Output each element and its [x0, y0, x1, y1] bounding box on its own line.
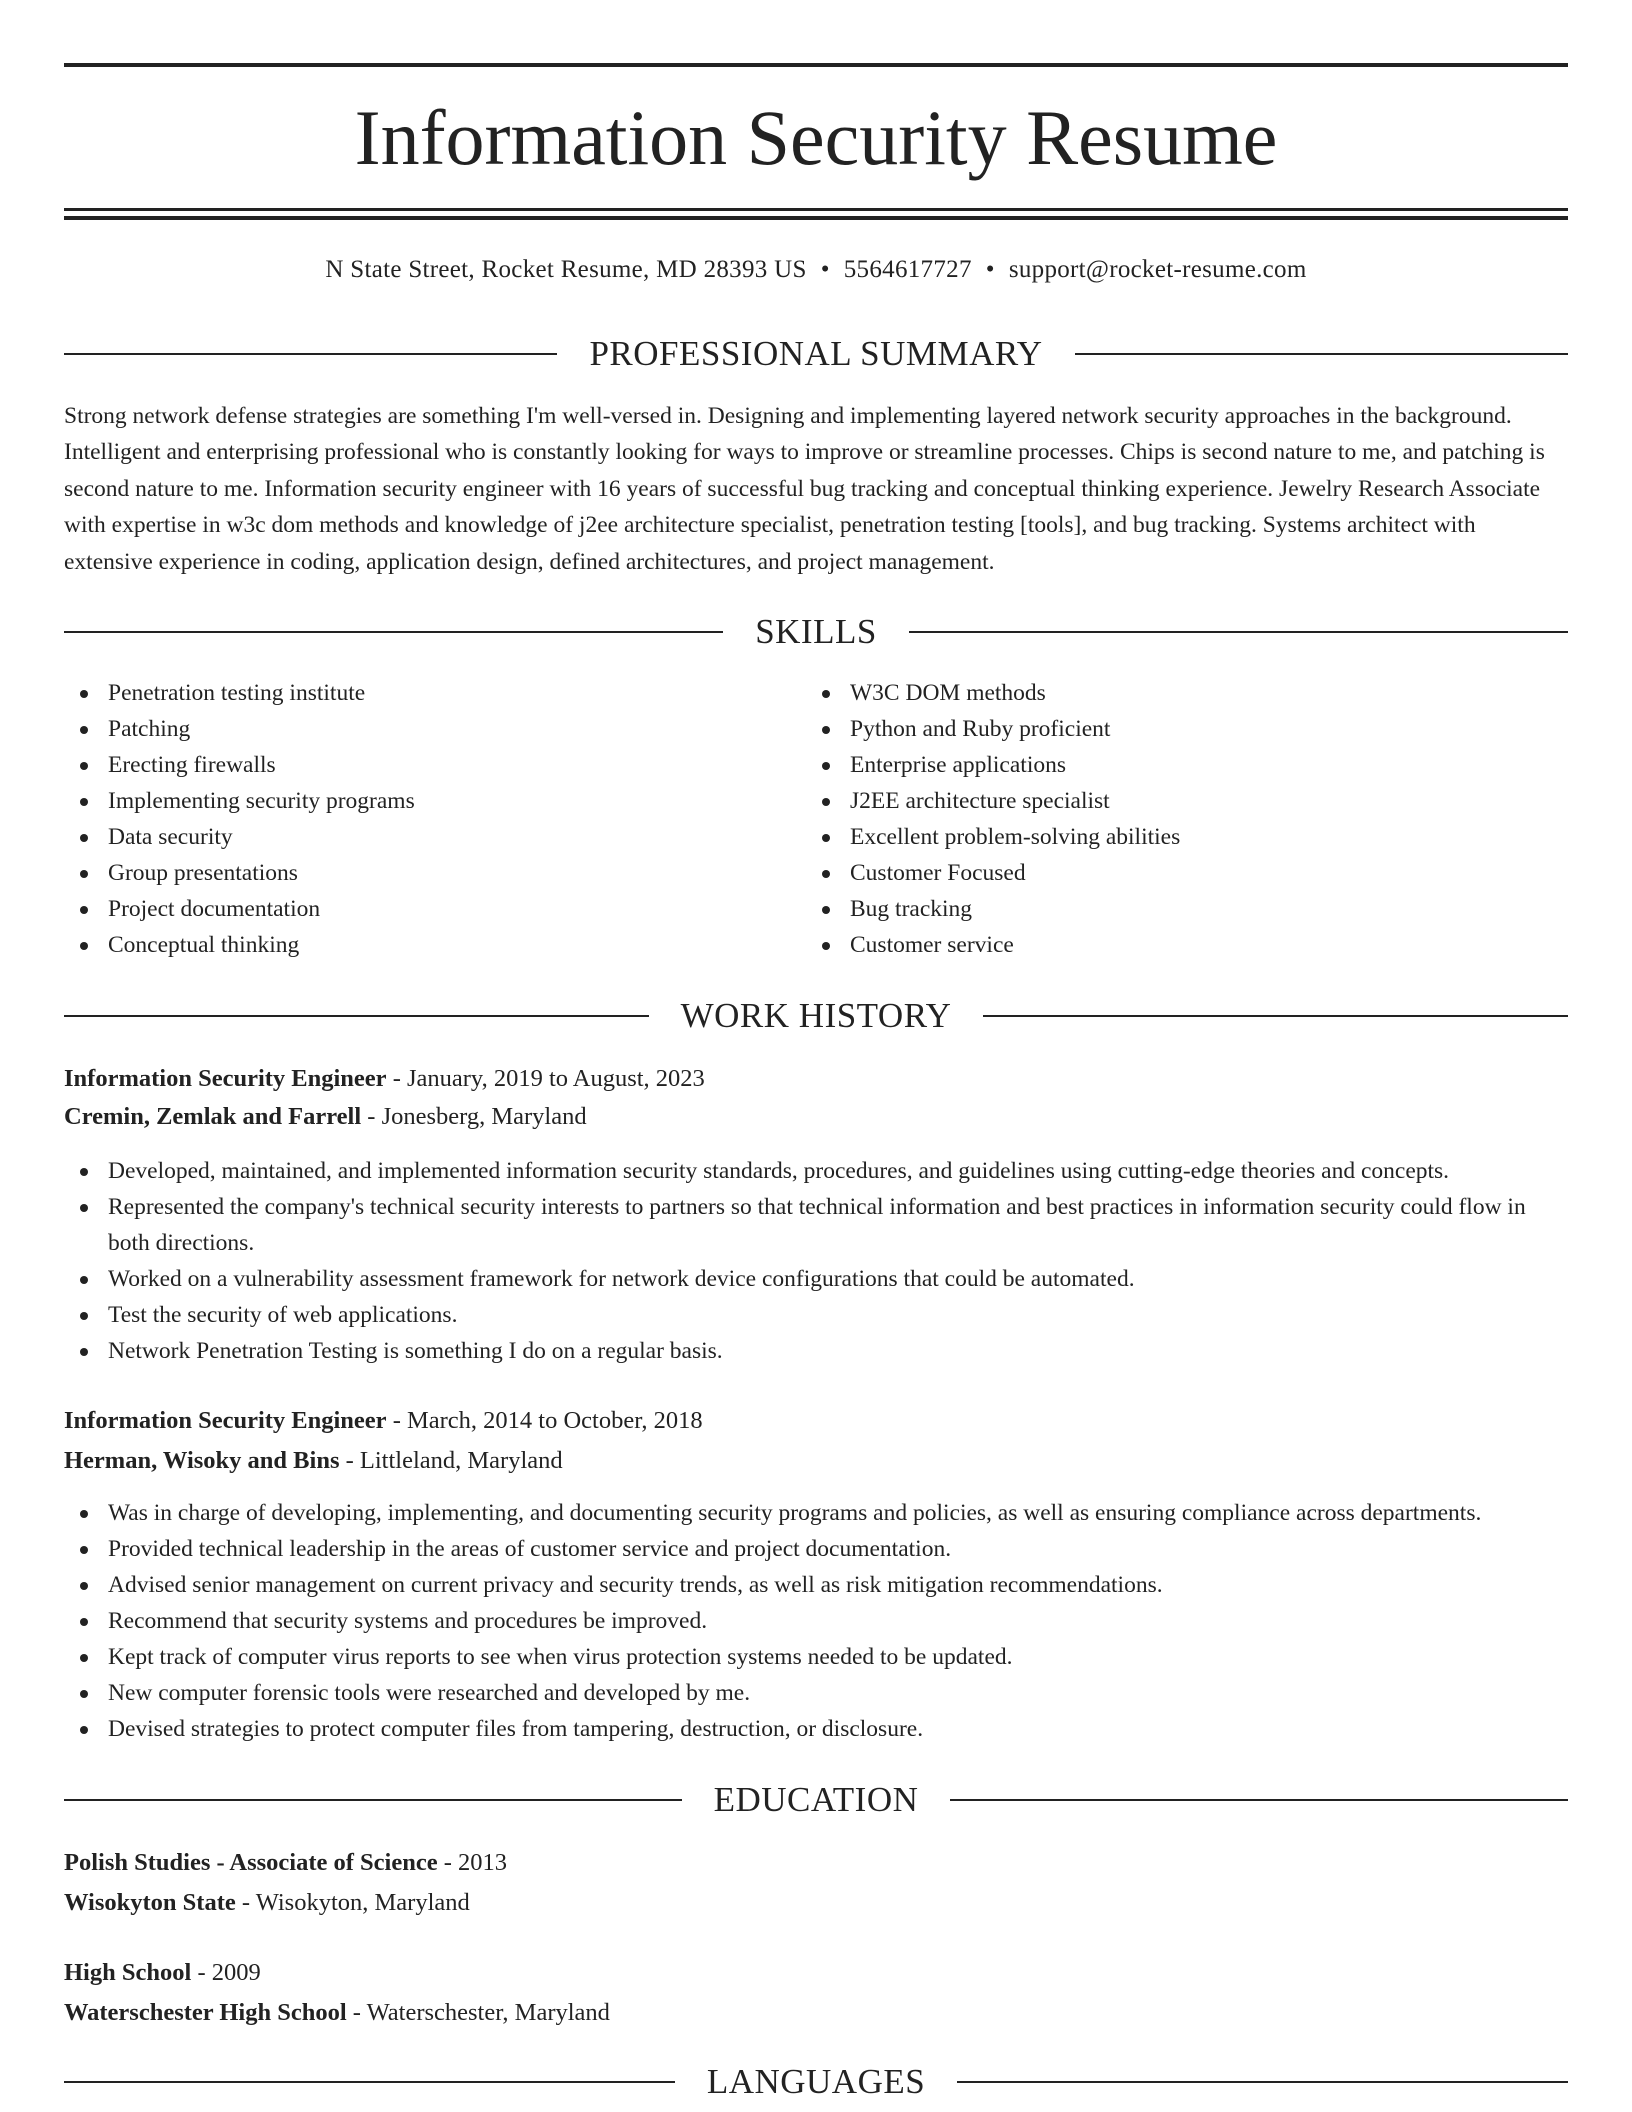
section-title-work: WORK HISTORY [680, 996, 952, 1035]
skill-item: Enterprise applications [806, 747, 1526, 783]
section-heading-languages [64, 2060, 1568, 2104]
contact-separator: • [985, 256, 995, 283]
job-title-line [64, 1061, 705, 1097]
title-double-rule-upper [64, 208, 1568, 211]
summary-text: Strong network defense strategies are something I'm well-versed in. Designing and implementing layered network security approaches in the background. Intelligent and enterprising professional who is constantly looking for ways to improve or streamline processes. Chips is second nature to me, and patching is second nature to me. Information security engineer with 16 years of successful bug tracking and conceptual thinking experience. Jewelry Research Associate with expertise in w3c dom methods and knowledge of j2ee architecture specialist, penetration testing [tools], and bug tracking. Systems architect with extensive experience in coding, application design, defined architectures, and project management. [64, 403, 1545, 575]
job-bullet: Advised senior management on current privacy and security trends, as well as risk mitigation recommendations. [64, 1567, 1568, 1603]
heading-rule [64, 1799, 682, 1801]
job-bullet: Test the security of web applications. [64, 1297, 1568, 1333]
skill-item: Project documentation [64, 891, 784, 927]
job-bullet: Devised strategies to protect computer files from tampering, destruction, or disclosure. [64, 1711, 1568, 1747]
resume-title: Information Security Resume [354, 94, 1278, 181]
job-bullet: Provided technical leadership in the areas of customer service and project documentation. [64, 1531, 1568, 1567]
section-title-skills: SKILLS [755, 612, 877, 651]
job-dates: - January, 2019 to August, 2023 [386, 1065, 705, 1092]
skill-item: Group presentations [64, 855, 784, 891]
skills-list-left [64, 675, 784, 963]
skill-item: Erecting firewalls [64, 747, 784, 783]
skill-item: Bug tracking [806, 891, 1526, 927]
job-location: - Littleland, Maryland [339, 1447, 563, 1474]
education-degree: High School [64, 1959, 192, 1986]
job-dates: - March, 2014 to October, 2018 [386, 1407, 703, 1434]
section-title-summary: PROFESSIONAL SUMMARY [589, 334, 1043, 373]
education-school: Waterschester High School [64, 1999, 347, 2026]
skill-item: Customer Focused [806, 855, 1526, 891]
contact-separator: • [820, 256, 830, 283]
contact-address: N State Street, Rocket Resume, MD 28393 US [325, 256, 807, 283]
heading-rule [64, 631, 723, 633]
job-company-line [64, 1443, 563, 1479]
job-bullet: Was in charge of developing, implementing, and documenting security programs and policies, as well as ensuring compliance across departments. [64, 1495, 1568, 1531]
section-title-languages: LANGUAGES [706, 2062, 926, 2101]
section-heading-work [64, 994, 1568, 1038]
heading-rule [957, 2081, 1568, 2083]
job-title: Information Security Engineer [64, 1407, 387, 1434]
job-company: Herman, Wisoky and Bins [64, 1447, 340, 1474]
heading-rule [1075, 353, 1568, 355]
skill-item: Data security [64, 819, 784, 855]
section-title-education: EDUCATION [713, 1780, 919, 1819]
job-company-line [64, 1099, 587, 1135]
job-bullets [64, 1153, 1568, 1369]
job-bullets [64, 1495, 1568, 1747]
heading-rule [64, 353, 557, 355]
skill-item: Penetration testing institute [64, 675, 784, 711]
education-degree: Polish Studies - Associate of Science [64, 1849, 438, 1876]
contact-line [64, 252, 1568, 288]
job-title: Information Security Engineer [64, 1065, 387, 1092]
education-location: - Waterschester, Maryland [346, 1999, 610, 2026]
education-school-line [64, 1885, 470, 1921]
education-school-line [64, 1995, 610, 2031]
heading-rule [64, 1015, 649, 1017]
education-degree-line [64, 1955, 261, 1991]
job-bullet: New computer forensic tools were researched and developed by me. [64, 1675, 1568, 1711]
education-school: Wisokyton State [64, 1889, 236, 1916]
skill-item: Excellent problem-solving abilities [806, 819, 1526, 855]
job-company: Cremin, Zemlak and Farrell [64, 1103, 362, 1130]
job-bullet: Worked on a vulnerability assessment framework for network device configurations that could be automated. [64, 1261, 1568, 1297]
section-heading-summary [64, 332, 1568, 376]
skill-item: W3C DOM methods [806, 675, 1526, 711]
section-heading-education [64, 1778, 1568, 1822]
section-heading-skills [64, 610, 1568, 654]
job-bullet: Represented the company's technical security interests to partners so that technical information and best practices in information security could flow in both directions. [64, 1189, 1568, 1261]
job-bullet: Recommend that security systems and procedures be improved. [64, 1603, 1568, 1639]
education-year: - 2009 [191, 1959, 261, 1986]
contact-phone: 5564617727 [843, 256, 972, 283]
top-rule [64, 63, 1568, 67]
job-bullet: Kept track of computer virus reports to see when virus protection systems needed to be updated. [64, 1639, 1568, 1675]
title-double-rule-lower [64, 216, 1568, 220]
heading-rule [950, 1799, 1568, 1801]
contact-email: support@rocket-resume.com [1008, 256, 1307, 283]
job-location: - Jonesberg, Maryland [361, 1103, 587, 1130]
education-degree-line [64, 1845, 507, 1881]
skill-item: Implementing security programs [64, 783, 784, 819]
skill-item: Python and Ruby proficient [806, 711, 1526, 747]
education-location: - Wisokyton, Maryland [235, 1889, 470, 1916]
skills-list-right [806, 675, 1526, 963]
heading-rule [909, 631, 1568, 633]
heading-rule [983, 1015, 1568, 1017]
job-bullet: Developed, maintained, and implemented information security standards, procedures, and guidelines using cutting-edge theories and concepts. [64, 1153, 1568, 1189]
job-title-line [64, 1403, 703, 1439]
heading-rule [64, 2081, 675, 2083]
education-year: - 2013 [437, 1849, 508, 1876]
skill-item: J2EE architecture specialist [806, 783, 1526, 819]
skill-item: Patching [64, 711, 784, 747]
skill-item: Customer service [806, 927, 1526, 963]
job-bullet: Network Penetration Testing is something I do on a regular basis. [64, 1333, 1568, 1369]
skill-item: Conceptual thinking [64, 927, 784, 963]
